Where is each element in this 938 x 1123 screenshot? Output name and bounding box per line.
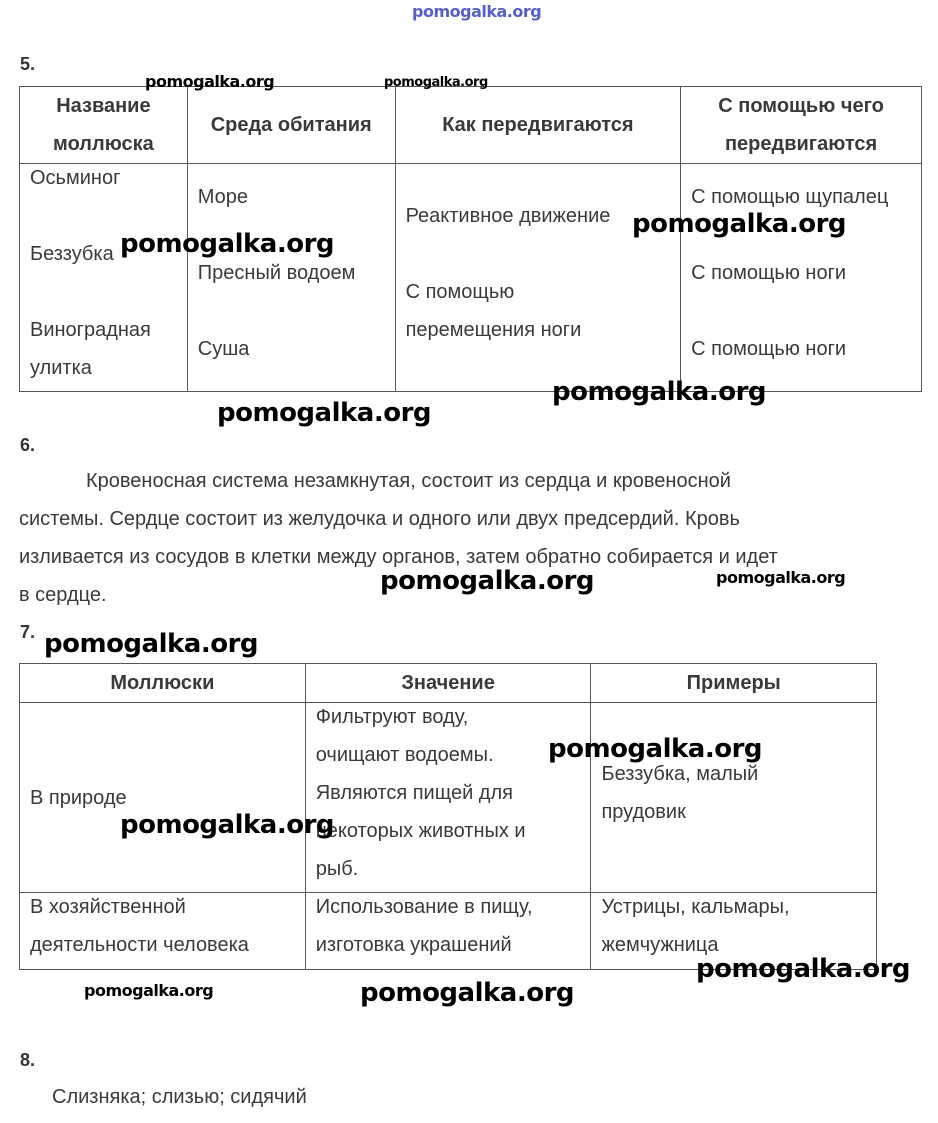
- q7-header-cell: Моллюски: [20, 664, 306, 703]
- q7-cell-meaning: [305, 893, 591, 970]
- watermark: pomogalka.org: [696, 954, 911, 984]
- cell-line: некоторых животных и: [315, 820, 526, 842]
- cell-line: С помощью: [405, 281, 515, 303]
- cell-line: Суша: [197, 338, 250, 360]
- question-6-number: 6.: [20, 435, 36, 455]
- cell-line: Фильтруют воду,: [315, 706, 469, 728]
- q7-row-nature: [20, 703, 877, 893]
- cell-line: рыб.: [315, 858, 359, 880]
- watermark: pomogalka.org: [552, 377, 767, 407]
- site-header-link[interactable]: pomogalka.org: [412, 2, 542, 21]
- q7-header-row: [20, 664, 877, 703]
- cell-line: Реактивное движение: [405, 205, 611, 227]
- question-5-number: 5.: [20, 54, 36, 74]
- cell-line: жемчужница: [601, 934, 719, 956]
- cell-line: улитка: [30, 357, 92, 379]
- q7-cell-category: [20, 703, 306, 893]
- q8-answer: Слизняка; слизью; сидячий: [52, 1086, 307, 1108]
- watermark: pomogalka.org: [84, 981, 214, 1000]
- cell-line: очищают водоемы.: [315, 744, 494, 766]
- cell-line: Пресный водоем: [197, 262, 356, 284]
- watermark: pomogalka.org: [217, 398, 432, 428]
- cell-line: Море: [197, 186, 249, 208]
- cell-line: С помощью ноги: [691, 338, 847, 360]
- q6-line: изливается из сосудов в клетки между органов, затем обратно собирается и идет: [19, 546, 778, 568]
- watermark: pomogalka.org: [380, 566, 595, 596]
- question-7-number: 7.: [20, 622, 36, 642]
- q5-header-cell: Как передвигаются: [395, 87, 681, 164]
- watermark: pomogalka.org: [632, 209, 847, 239]
- cell-line: Беззубка, малый: [601, 763, 759, 785]
- q5-data-row: [20, 164, 922, 392]
- q6-line: в сердце.: [19, 584, 107, 606]
- q6-line: системы. Сердце состоит из желудочка и одного или двух предсердий. Кровь: [19, 508, 740, 530]
- watermark: pomogalka.org: [548, 734, 763, 764]
- cell-line: Осьминог: [30, 167, 121, 189]
- q5-cell-means: [681, 164, 922, 392]
- cell-line: изготовка украшений: [315, 934, 512, 956]
- q5-cell-mollusk: [20, 164, 188, 392]
- q7-header-cell: Примеры: [591, 664, 877, 703]
- cell-line: В хозяйственной: [30, 896, 186, 918]
- q5-header-cell: Среда обитания: [187, 87, 395, 164]
- watermark: pomogalka.org: [716, 568, 846, 587]
- watermark: pomogalka.org: [145, 72, 275, 91]
- watermark: pomogalka.org: [44, 629, 259, 659]
- watermark: pomogalka.org: [360, 978, 575, 1008]
- watermark: pomogalka.org: [120, 229, 335, 259]
- cell-line: Виноградная: [30, 319, 151, 341]
- cell-line: С помощью ноги: [691, 262, 847, 284]
- watermark: pomogalka.org: [120, 810, 335, 840]
- q5-header-cell: С помощью чего передвигаются: [681, 87, 922, 164]
- q5-cell-movement: [395, 164, 681, 392]
- q7-cell-meaning: [305, 703, 591, 893]
- q7-cell-examples: [591, 703, 877, 893]
- cell-line: С помощью щупалец: [691, 186, 889, 208]
- cell-line: Использование в пищу,: [315, 896, 533, 918]
- cell-line: В природе: [30, 786, 127, 809]
- cell-line: Беззубка: [30, 243, 114, 265]
- cell-line: Устрицы, кальмары,: [601, 896, 790, 918]
- q5-header-cell: Название моллюска: [20, 87, 188, 164]
- q7-cell-category: [20, 893, 306, 970]
- cell-line: деятельности человека: [30, 934, 249, 956]
- q6-line: Кровеносная система незамкнутая, состоит из сердца и кровеносной: [86, 470, 731, 492]
- watermark: pomogalka.org: [384, 75, 488, 90]
- cell-line: перемещения ноги: [405, 319, 582, 341]
- cell-line: Являются пищей для: [315, 782, 513, 804]
- q5-cell-habitat: [187, 164, 395, 392]
- q7-header-cell: Значение: [305, 664, 591, 703]
- cell-line: прудовик: [601, 801, 686, 823]
- question-8-number: 8.: [20, 1050, 36, 1070]
- q5-header-row: [20, 87, 922, 164]
